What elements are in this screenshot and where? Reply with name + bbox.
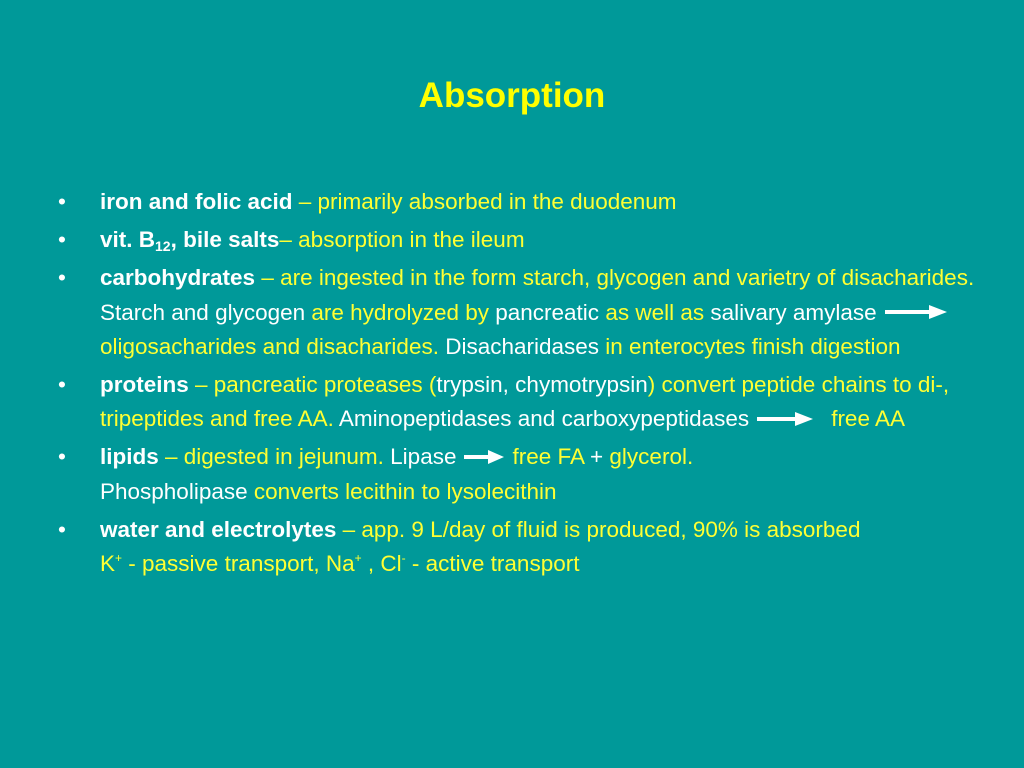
list-item-proteins: • proteins – pancreatic proteases (trypsin, chymotrypsin) convert peptide chains to di-, tripeptides and free AA. Aminopeptidases and carboxypeptidases free AA (58, 368, 978, 436)
bullet-icon: • (58, 444, 66, 470)
desc-iron: – primarily absorbed in the duodenum (292, 189, 677, 214)
list-item-water: • water and electrolytes – app. 9 L/day of fluid is produced, 90% is absorbed K+ - passive transport, Na+ , Cl- - active transport (58, 513, 978, 581)
slide-title: Absorption (418, 76, 606, 115)
bullet-icon: • (58, 189, 66, 214)
list-item-lipids: • lipids – digested in jejunum. Lipase free FA + glycerol. Phospholipase converts lecithin to lysolecithin (58, 440, 978, 508)
right-arrow-icon (464, 449, 504, 465)
term-proteins: proteins (100, 372, 189, 398)
list-item-carbohydrates: • carbohydrates – are ingested in the form starch, glycogen and varietry of disacharides. Starch and glycogen are hydrolyzed by pancreatic as well as salivary amylaseoligosacharides and disacharides. Disacharidases in enterocytes finish digestion (58, 261, 978, 364)
term-vitb12: vit. $B_{12}$, bile salts (100, 227, 280, 255)
bullet-icon: • (58, 265, 66, 291)
list-item-vitb12 (58, 223, 978, 257)
term-carbohydrates: carbohydrates (100, 265, 256, 291)
right-arrow-icon (885, 304, 947, 320)
bullet-icon: • (58, 372, 66, 398)
term-iron: iron and folic acid (100, 189, 293, 214)
desc-vitb12: – absorption in the ileum (279, 227, 525, 253)
bullet-list (58, 185, 978, 581)
term-water: water and electrolytes (100, 516, 337, 542)
bullet-icon: • (58, 227, 66, 253)
bullet-icon: • (58, 516, 66, 542)
right-arrow-icon (757, 411, 813, 427)
term-lipids: lipids (100, 444, 159, 470)
list-item-iron (58, 185, 978, 219)
